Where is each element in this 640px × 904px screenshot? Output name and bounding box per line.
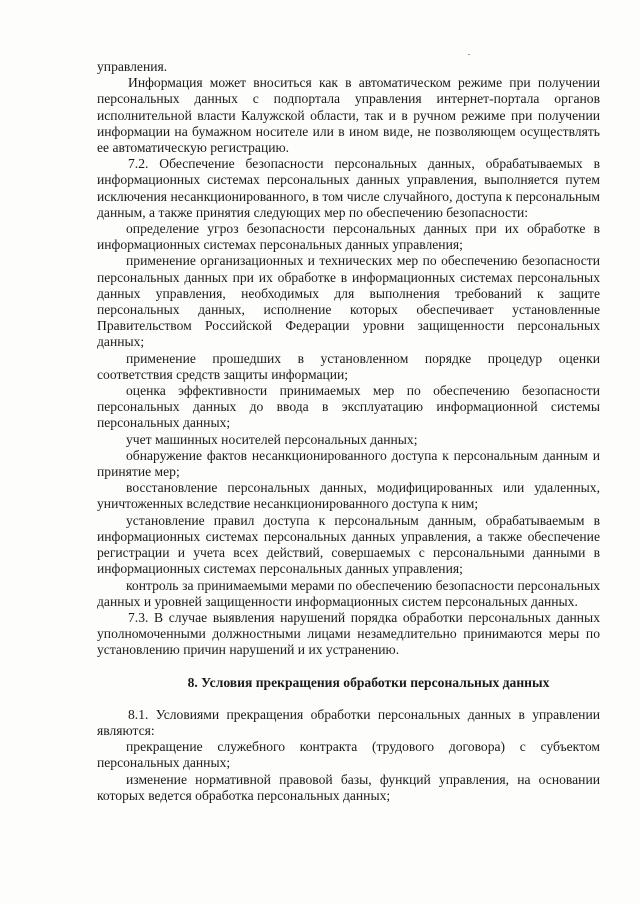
scan-speck — [468, 54, 470, 55]
list-item: изменение нормативной правовой базы, функций управления, на основании которых ведется обработка персональных данных; — [97, 771, 600, 803]
list-item: применение организационных и технических мер по обеспечению безопасности персональных данных при их обработке в информационных системах персональных данных управления, необходимых для выполнения требований к защите персональных данных, исполнение которых обеспечивает установленные Правительством Российской Федерации уровни защищенности персональных данных; — [97, 253, 600, 350]
paragraph-7-3: 7.3. В случае выявления нарушений порядка обработки персональных данных уполномоченными должностными лицами незамедлительно принимаются меры по установлению причин нарушений и их устранению. — [97, 609, 600, 658]
paragraph-continuation: управления. — [97, 59, 168, 74]
document-body — [97, 59, 600, 804]
paragraph-8-1: 8.1. Условиями прекращения обработки персональных данных в управлении являются: — [97, 706, 600, 738]
list-item: оценка эффективности принимаемых мер по обеспечению безопасности персональных данных до ввода в эксплуатацию информационной системы персональных данных; — [97, 383, 600, 431]
list-item: прекращение служебного контракта (трудового договора) с субъектом персональных данных; — [97, 739, 600, 771]
list-item: установление правил доступа к персональным данным, обрабатываемым в информационных системах персональных данных управления, а также обеспечение регистрации и учета всех действий, совершаемых с персональными данными в информационных системах персональных данных управления; — [97, 512, 600, 577]
list-item: определение угроз безопасности персональных данных при их обработке в информационных системах персональных данных управления; — [97, 221, 600, 253]
list-item: контроль за принимаемыми мерами по обеспечению безопасности персональных данных и уровней защищенности информационных систем персональных данных. — [97, 577, 600, 609]
paragraph-7-2: 7.2. Обеспечение безопасности персональных данных, обрабатываемых в информационных системах персональных данных управления, выполняется путем исключения несанкционированного, в том числе случайного, доступа к персональным данным, а также принятия следующих мер по обеспечению безопасности: — [97, 156, 600, 220]
list-item: обнаружение фактов несанкционированного доступа к персональным данным и принятие мер; — [97, 447, 600, 480]
section-heading: 8. Условия прекращения обработки персональных данных — [187, 674, 550, 690]
list-item: восстановление персональных данных, модифицированных или удаленных, уничтоженных вследствие несанкционированного доступа к ним; — [97, 480, 600, 512]
list-item: применение прошедших в установленном порядке процедур оценки соответствия средств защиты информации; — [97, 350, 600, 382]
paragraph-information-entry: Информация может вноситься как в автоматическом режиме при получении персональных данных с подпортала управления интернет-портала органов исполнительной власти Калужской области, так и в ручном режиме при получении информации на бумажном носителе или в ином виде, не позволяющем осуществлять ее автоматическую регистрацию. — [97, 75, 600, 156]
list-item: учет машинных носителей персональных данных; — [126, 431, 418, 447]
